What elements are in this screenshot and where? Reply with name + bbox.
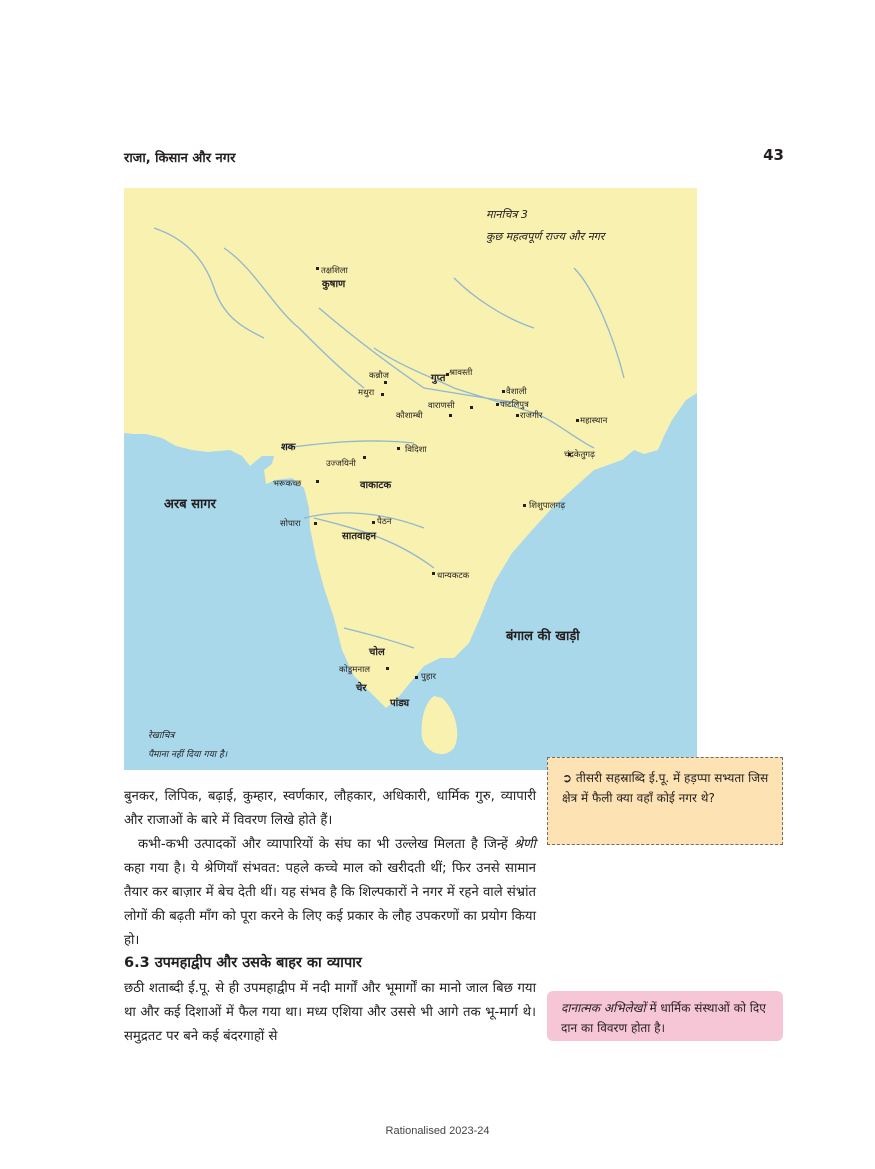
city-ujjayini: उज्जयिनी	[326, 459, 356, 469]
sea-arabian: अरब सागर	[164, 497, 216, 512]
kingdom-gupt: गुप्त	[431, 373, 446, 384]
page-number: 43	[763, 146, 784, 164]
city-kannauj: कन्नौज	[369, 371, 389, 381]
city-sopara: सोपारा	[280, 519, 301, 529]
city-puhar: पुहार	[421, 672, 437, 682]
city-mahasthan: महास्थान	[580, 416, 608, 426]
definition-text: में धार्मिक संस्थाओं को दिए दान का विवरण होता है।	[561, 1001, 766, 1035]
city-vidisha: विदिशा	[405, 445, 427, 455]
footer-note: Rationalised 2023-24	[385, 1125, 490, 1137]
city-shravasti: श्रावस्ती	[449, 368, 473, 378]
city-mathura: मथुरा	[358, 388, 375, 398]
kingdom-shak: शक	[281, 442, 296, 453]
city-vaishali: वैशाली	[506, 387, 527, 397]
term-shreni: श्रेणी	[513, 837, 536, 852]
question-text: तीसरी सहस्राब्दि ई.पू. में हड़प्पा सभ्यता जिस क्षेत्र में फैली क्या वहाँ कोई नगर थे?	[562, 771, 769, 805]
kingdom-cher: चेर	[356, 683, 367, 694]
sea-bengal: बंगाल की खाड़ी	[506, 629, 580, 644]
map-subtitle: कुछ महत्वपूर्ण राज्य और नगर	[486, 230, 605, 243]
map-title: मानचित्र 3	[486, 208, 528, 221]
section-heading: 6.3 उपमहाद्वीप और उसके बाहर का व्यापार	[124, 955, 362, 971]
city-pataliputra: पाटलिपुत्र	[500, 400, 529, 410]
body-paragraph-1: बुनकर, लिपिक, बढ़ाई, कुम्हार, स्वर्णकार, लौहकार, अधिकारी, धार्मिक गुरु, व्यापारी और राजाओं के बारे में विवरण लिखे होते हैं।	[124, 789, 536, 828]
kingdom-vakatak: वाकाटक	[360, 480, 392, 491]
kingdom-kushan: कुषाण	[322, 279, 346, 290]
city-bharukachchh: भरूकच्छ	[273, 479, 302, 489]
city-shishupalgarh: शिशुपालगढ़	[529, 501, 566, 511]
definition-sidebox	[547, 991, 783, 1041]
city-kodumanal: कोडुमनाल	[339, 665, 371, 675]
city-varanasi: वाराणसी	[428, 401, 455, 411]
city-rajgir: राजगीर	[520, 411, 543, 421]
definition-term: दानात्मक अभिलेखों	[561, 1001, 646, 1015]
kingdom-satvahan: सातवाहन	[342, 531, 377, 542]
para2-rest: कहा गया है। ये श्रेणियाँ संभवत: पहले कच्चे माल को खरीदती थीं; फिर उनसे सामान तैयार कर बाज़ार में बेच देती थीं। यह संभव है कि शिल्पकारों ने नगर में रहने वाले संभ्रांत लोगों की बढ़ती माँग को पूरा करने के लिए कई प्रकार के लौह उपकरणों का प्रयोग किया हो।	[124, 861, 536, 948]
map-note-scale: पैमाना नहीं दिया गया है।	[148, 750, 228, 760]
arrow-icon: ➲	[562, 771, 573, 785]
kingdom-pandya: पांड्य	[390, 698, 410, 709]
city-kaushambi: कौशाम्बी	[396, 411, 423, 421]
body-paragraph-3: छठी शताब्दी ई.पू. से ही उपमहाद्वीप में नदी मार्गों और भूमार्गों का मानो जाल बिछ गया था और कई दिशाओं में फैल गया था। मध्य एशिया और उससे भी आगे तक भू-मार्ग थे। समुद्रतट पर बने कई बंदरगाहों से	[124, 981, 536, 1044]
city-paithan: पैठन	[377, 517, 392, 527]
question-sidebox	[547, 757, 783, 845]
body-paragraph-2	[124, 833, 536, 953]
map-of-kingdoms-and-cities	[124, 188, 697, 770]
city-dhanyakatak: धान्यकटक	[437, 571, 470, 581]
kingdom-chol: चोल	[369, 647, 385, 658]
map-note-sketch: रेखाचित्र	[148, 731, 175, 741]
city-takshashila: तक्षशिला	[321, 266, 348, 276]
city-chandraketugarh: चंद्रकेतुगढ़	[564, 450, 595, 460]
para2-start: कभी-कभी उत्पादकों और व्यापारियों के संघ का भी उल्लेख मिलता है जिन्हें	[138, 837, 508, 852]
running-header-title: राजा, किसान और नगर	[124, 151, 236, 166]
